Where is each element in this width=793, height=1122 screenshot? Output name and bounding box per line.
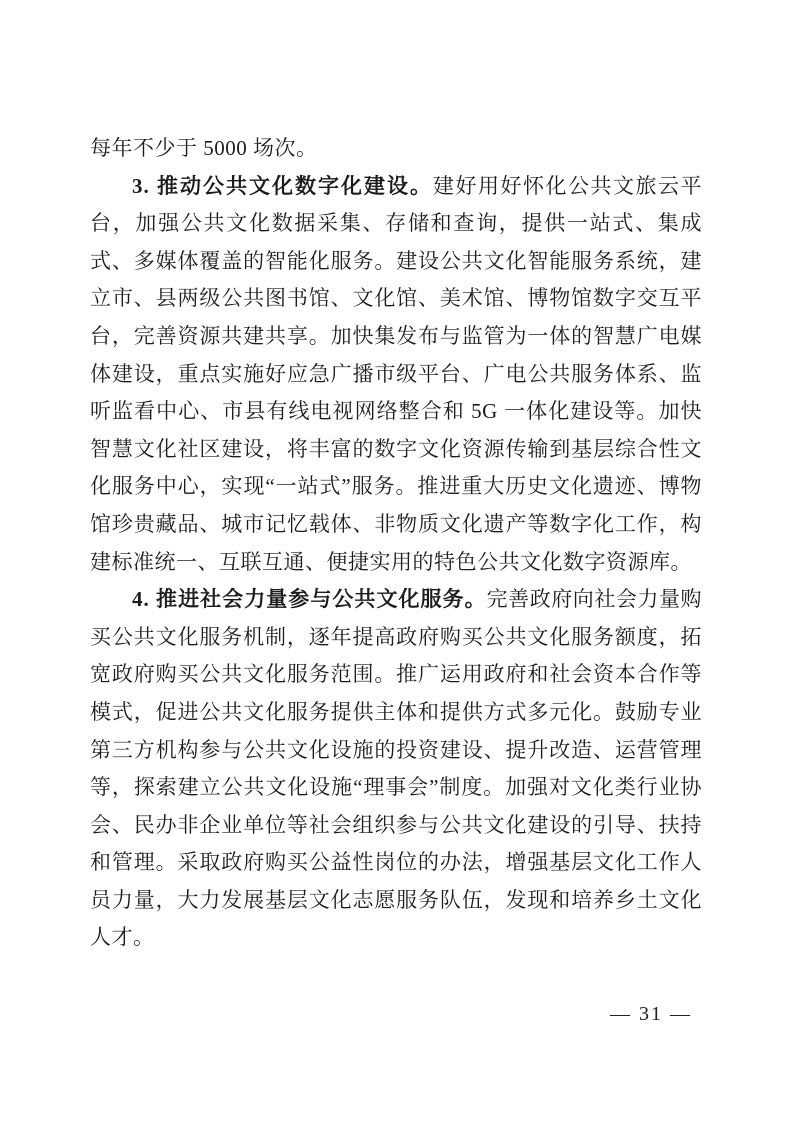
paragraph-4-body: 完善政府向社会力量购买公共文化服务机制，逐年提高政府购买公共文化服务额度，拓宽政府购买公共文化服务范围。推广运用政府和社会资本合作等模式，促进公共文化服务提供主体和提供方式多元化。鼓励专业第三方机构参与公共文化设施的投资建设、提升改造、运营管理等，探索建立公共文化设施“理事会”制度。加强对文化类行业协会、民办非企业单位等社会组织参与公共文化建设的引导、扶持和管理。采取政府购买公益性岗位的办法，增强基层文化工作人员力量，大力发展基层文化志愿服务队伍，发现和培养乡土文化人才。 — [90, 587, 702, 950]
page-number: — 31 — — [610, 1003, 692, 1025]
paragraph-4-heading: 4. 推进社会力量参与公共文化服务。 — [132, 587, 487, 612]
paragraph-4 — [90, 581, 702, 957]
paragraph-continuation: 每年不少于 5000 场次。 — [90, 136, 318, 160]
paragraph-3-heading: 3. 推动公共文化数字化建设。 — [132, 173, 433, 198]
paragraph-3-body: 建好用好怀化公共文旅云平台，加强公共文化数据采集、存储和查询，提供一站式、集成式、多媒体覆盖的智能化服务。建设公共文化智能服务系统，建立市、县两级公共图书馆、文化馆、美术馆、博物馆数字交互平台，完善资源共建共享。加快集发布与监管为一体的智慧广电媒体建设，重点实施好应急广播市级平台、广电公共服务体系、监听监看中心、市县有线电视网络整合和 5G 一体化建设等。加快智慧文化社区建设，将丰富的数字文化资源传输到基层综合性文化服务中心，实现“一站式”服务。推进重大历史文化遗迹、博物馆珍贵藏品、城市记忆载体、非物质文化遗产等数字化工作，构建标准统一、互联互通、便捷实用的特色公共文化数字资源库。 — [90, 173, 702, 574]
document-text-block — [90, 130, 702, 957]
paragraph-3 — [90, 168, 702, 582]
